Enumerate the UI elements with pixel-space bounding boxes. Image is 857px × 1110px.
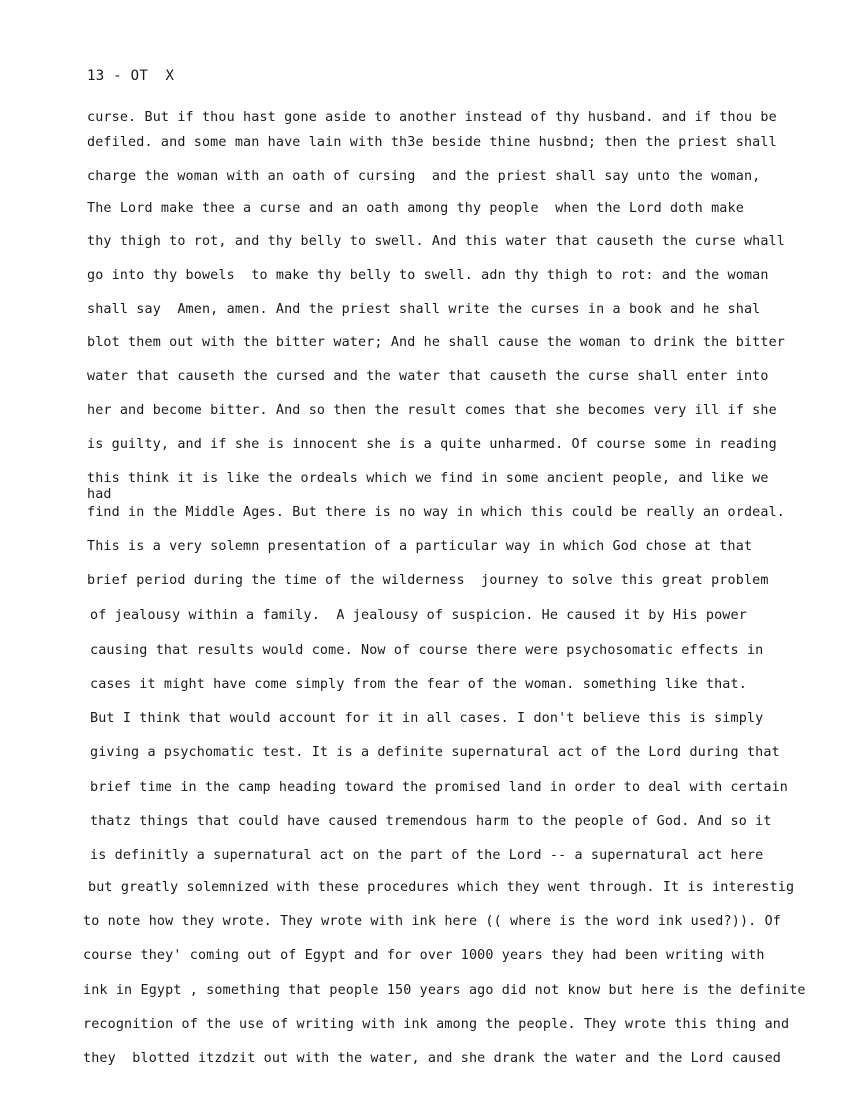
text-line: defiled. and some man have lain with th3e beside thine husbnd; then the priest shall: [87, 135, 777, 150]
text-line: of jealousy within a family. A jealousy of suspicion. He caused it by His power: [90, 608, 747, 623]
text-line: this think it is like the ordeals which we find in some ancient people, and like we: [87, 471, 769, 486]
text-line: go into thy bowels to make thy belly to swell. adn thy thigh to rot: and the woman: [87, 268, 769, 283]
text-line: curse. But if thou hast gone aside to another instead of thy husband. and if thou be: [87, 110, 777, 125]
text-line: recognition of the use of writing with ink among the people. They wrote this thing and: [83, 1017, 790, 1032]
text-line: cases it might have come simply from the fear of the woman. something like that.: [90, 677, 747, 692]
text-line: brief period during the time of the wilderness journey to solve this great problem: [87, 573, 769, 588]
text-line: brief time in the camp heading toward the promised land in order to deal with certain: [90, 780, 789, 795]
page-header: 13 - OT X: [87, 68, 175, 84]
text-line: thatz things that could have caused tremendous harm to the people of God. And so it: [90, 814, 772, 829]
text-line: causing that results would come. Now of course there were psychosomatic effects in: [90, 643, 764, 658]
text-line: thy thigh to rot, and thy belly to swell. And this water that causeth the curse whall: [87, 234, 786, 249]
text-line: to note how they wrote. They wrote with ink here (( where is the word ink used?)). Of: [83, 914, 782, 929]
text-line: they blotted itzdzit out with the water, and she drank the water and the Lord caused: [83, 1051, 782, 1066]
text-line: This is a very solemn presentation of a particular way in which God chose at that: [87, 539, 753, 554]
text-line: But I think that would account for it in all cases. I don't believe this is simply: [90, 711, 764, 726]
text-line: is guilty, and if she is innocent she is a quite unharmed. Of course some in reading: [87, 437, 777, 452]
text-line: blot them out with the bitter water; And he shall cause the woman to drink the bitter: [87, 335, 786, 350]
text-line: is definitly a supernatural act on the part of the Lord -- a supernatural act here: [90, 848, 764, 863]
text-line: charge the woman with an oath of cursing and the priest shall say unto the woman,: [87, 169, 761, 184]
text-line: had: [87, 487, 112, 502]
text-line: giving a psychomatic test. It is a definite supernatural act of the Lord during that: [90, 745, 780, 760]
text-line: course they' coming out of Egypt and for over 1000 years they had been writing with: [83, 948, 765, 963]
text-line: find in the Middle Ages. But there is no way in which this could be really an ordeal.: [87, 505, 786, 520]
text-line: The Lord make thee a curse and an oath among thy people when the Lord doth make: [87, 201, 744, 216]
text-line: but greatly solemnized with these procedures which they went through. It is interestig: [88, 880, 795, 895]
text-line: water that causeth the cursed and the water that causeth the curse shall enter into: [87, 369, 769, 384]
text-line: ink in Egypt , something that people 150 years ago did not know but here is the definite: [83, 983, 806, 998]
text-line: shall say Amen, amen. And the priest shall write the curses in a book and he shal: [87, 302, 761, 317]
text-line: her and become bitter. And so then the result comes that she becomes very ill if she: [87, 403, 777, 418]
